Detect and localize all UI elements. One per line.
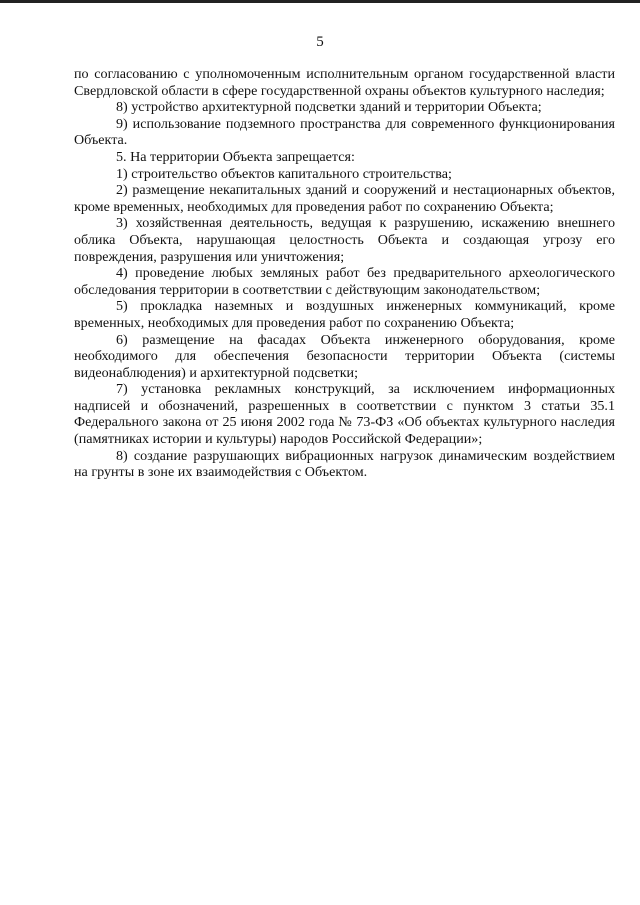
paragraph-permitted-8: 8) устройство архитектурной подсветки зданий и территории Объекта; <box>116 99 542 116</box>
paragraph-prohibited-2: 2) размещение некапитальных зданий и сооружений и нестационарных объектов, кроме временных, необходимых для проведения работ по сохранению Объекта; <box>74 182 615 215</box>
paragraph-prohibited-5: 5) прокладка наземных и воздушных инженерных коммуникаций, кроме временных, необходимых для проведения работ по сохранению Объекта; <box>74 298 615 331</box>
paragraph-prohibited-3: 3) хозяйственная деятельность, ведущая к разрушению, искажению внешнего облика Объекта, нарушающая целостность Объекта и создающая угрозу его повреждения, разрушения или уничтожения; <box>74 215 615 265</box>
paragraph-prohibited-6: 6) размещение на фасадах Объекта инженерного оборудования, кроме необходимого для обеспечения безопасности территории Объекта (системы видеонаблюдения) и архитектурной подсветки; <box>74 331 615 381</box>
paragraph-prohibited-7: 7) установка рекламных конструкций, за исключением информационных надписей и обозначений, разрешенных в соответствии с пунктом 3 статьи 35.1 Федерального закона от 25 июня 2002 года № 73-ФЗ «Об объектах культурного наследия (памятниках истории и культуры) народов Российской Федерации»; <box>74 381 615 448</box>
document-body <box>74 66 615 481</box>
page-number: 5 <box>316 34 324 50</box>
section-5-heading: 5. На территории Объекта запрещается: <box>116 148 355 165</box>
paragraph-prohibited-1: 1) строительство объектов капитального строительства; <box>116 165 452 182</box>
scan-top-edge <box>0 0 640 3</box>
paragraph-prohibited-4: 4) проведение любых земляных работ без предварительного археологического обследования территории в соответствии с действующим законодательством; <box>74 265 615 298</box>
paragraph-permitted-9: 9) использование подземного пространства для современного функционирования Объекта. <box>74 115 615 149</box>
paragraph-continuation: по согласованию с уполномоченным исполнительным органом государственной власти Свердловской области в сфере государственной охраны объектов культурного наследия; <box>74 66 615 99</box>
paragraph-prohibited-8: 8) создание разрушающих вибрационных нагрузок динамическим воздействием на грунты в зоне их взаимодействия с Объектом. <box>74 447 615 481</box>
